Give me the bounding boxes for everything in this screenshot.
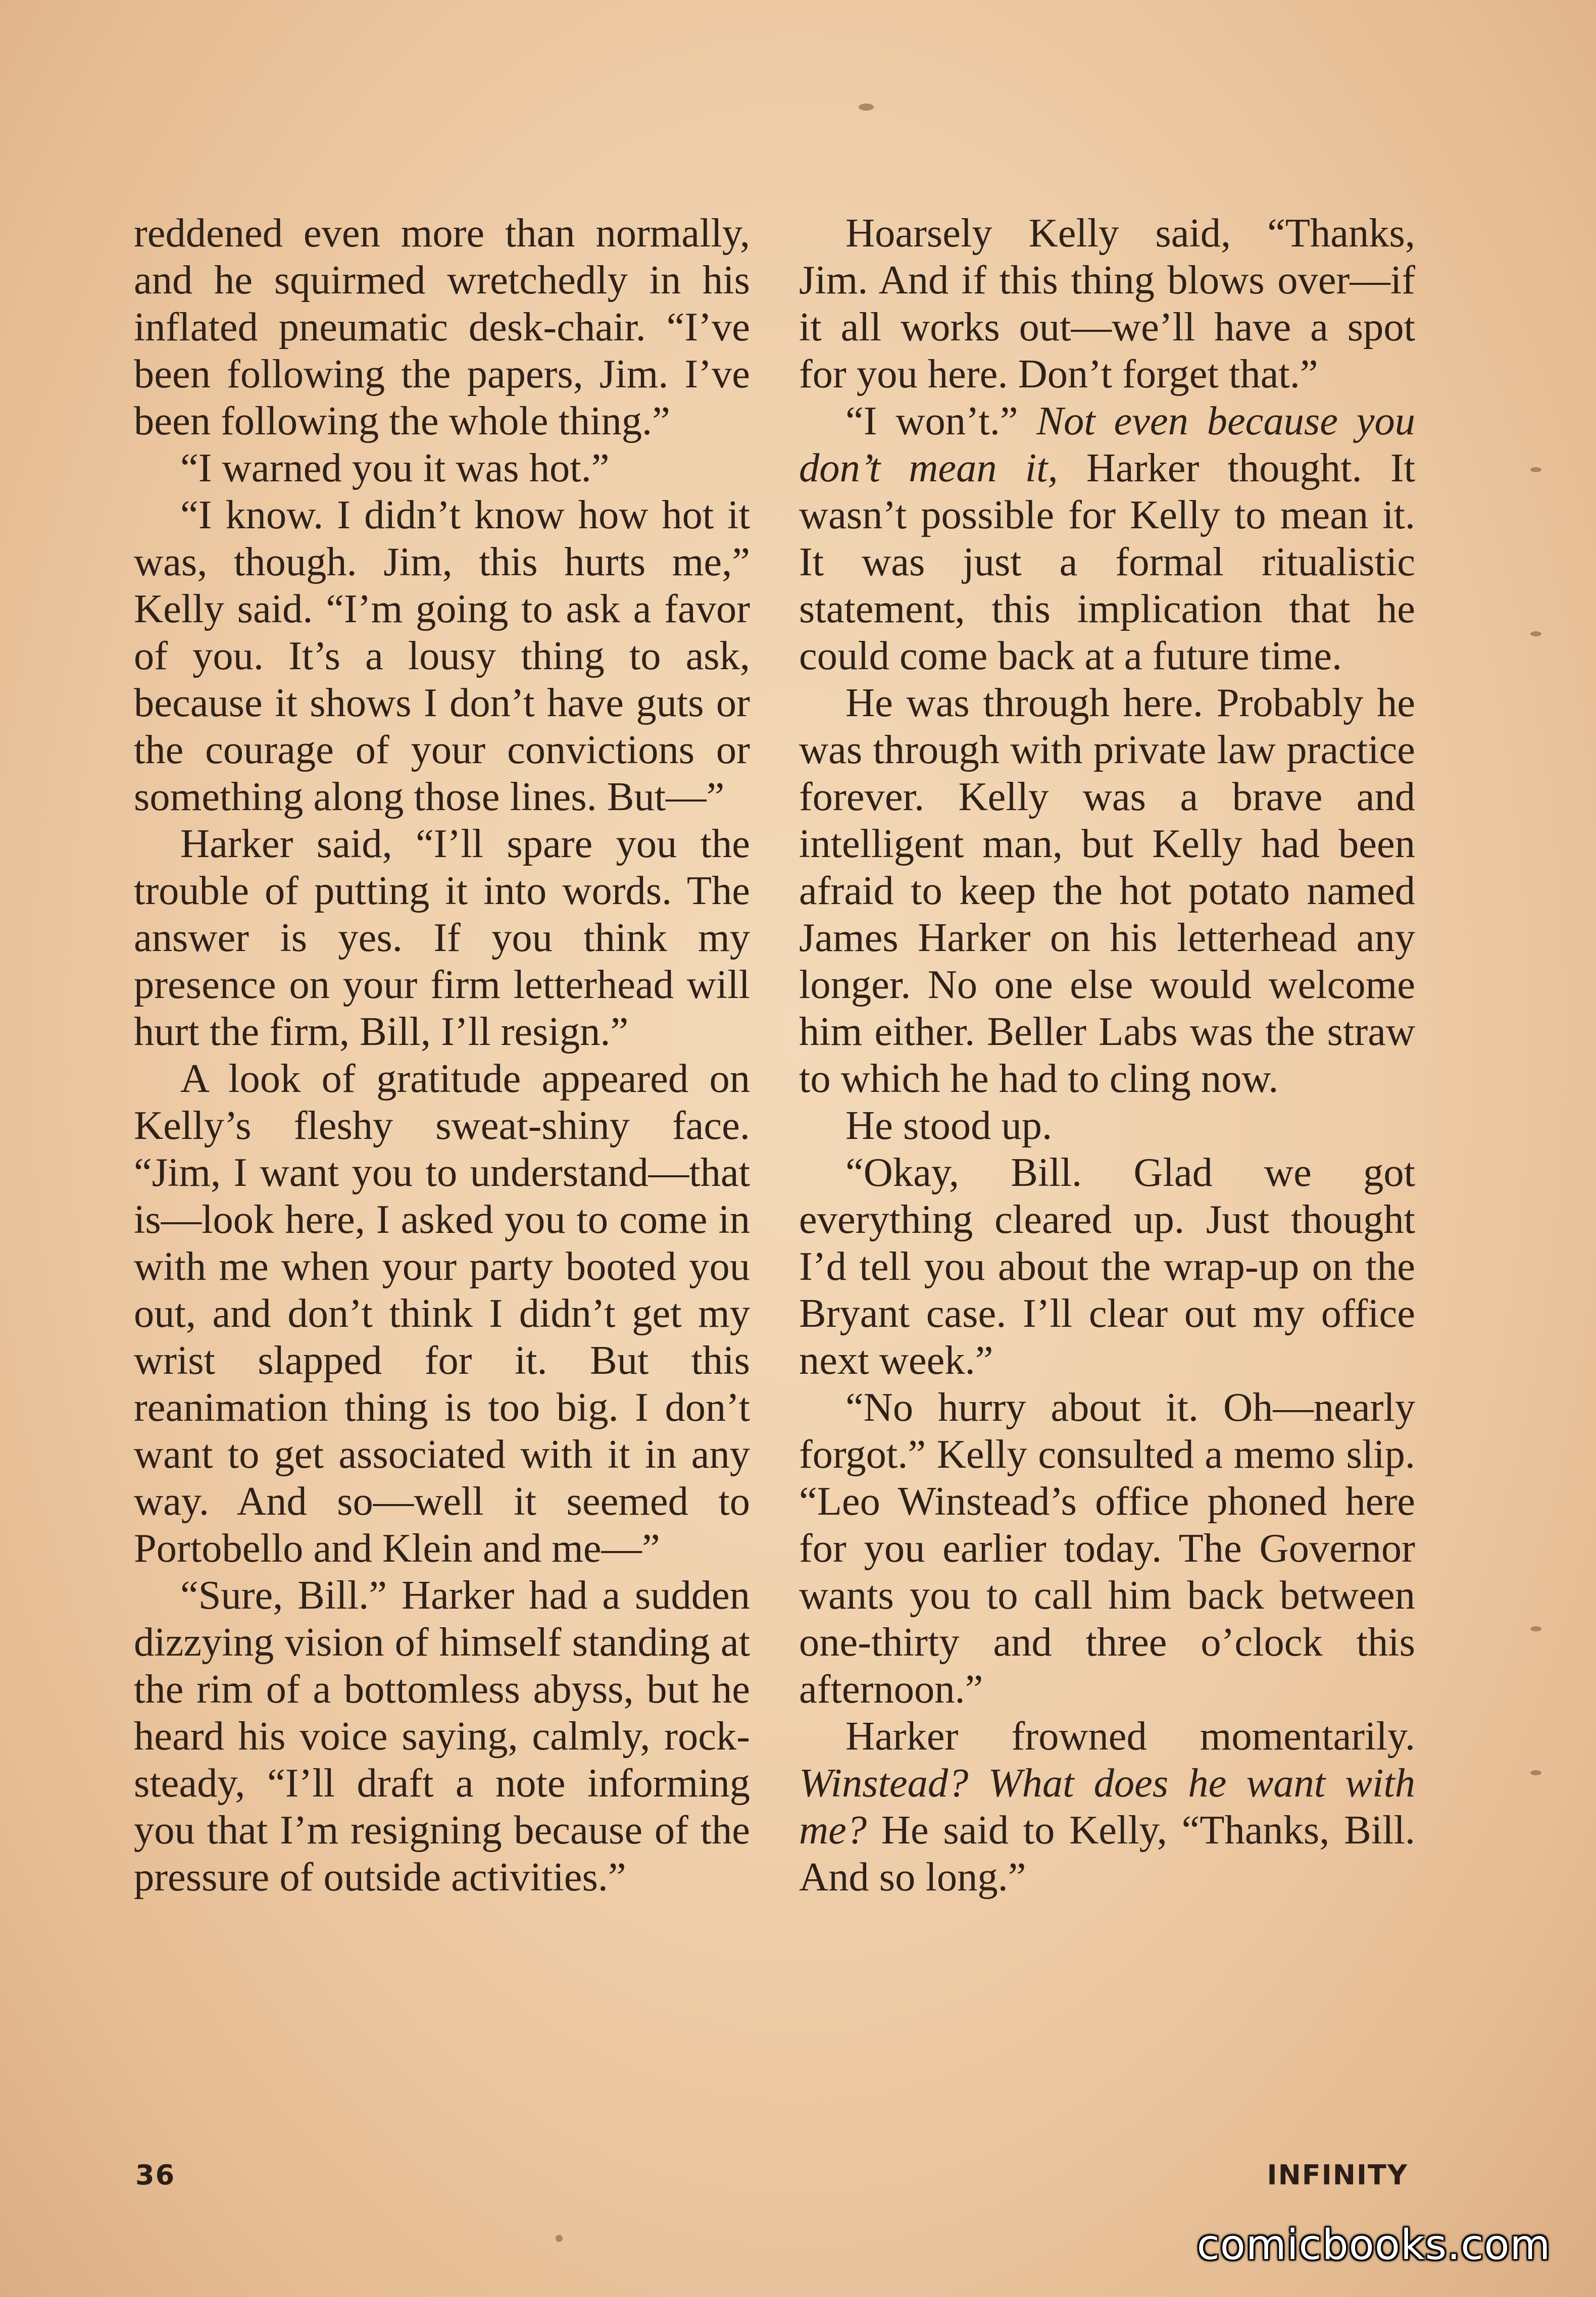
italic-thought: Winstead? What does he want with me? xyxy=(799,1761,1415,1853)
magazine-title: INFINITY xyxy=(1267,2159,1408,2191)
page-number: 36 xyxy=(135,2159,176,2191)
left-column xyxy=(134,210,750,1901)
paragraph: “Sure, Bill.” Harker had a sudden dizzying vision of himself standing at the rim of a bottomless abyss, but he heard his voice saying, calmly, rock-steady, “I’ll draft a note informing you that I’m resigning because of the pressure of outside activities.” xyxy=(134,1573,750,1900)
paper-speck xyxy=(1530,631,1541,636)
paragraph: A look of gratitude appeared on Kelly’s fleshy sweat-shiny face. “Jim, I want you to understand—that is—look here, I asked you to come in with me when your party booted you out, and don’t think I didn’t get my wrist slapped for it. But this reanimation thing is too big. I don’t want to get associated with it in any way. And so—well it seemed to Portobello and Klein and me—” xyxy=(134,1056,750,1571)
narration-text: He said to Kelly, “Thanks, Bill. And so long.” xyxy=(799,1808,1415,1900)
watermark: comicbooks.com xyxy=(1196,2221,1551,2269)
paper-speck xyxy=(556,2235,563,2242)
paragraph: “I know. I didn’t know how hot it was, though. Jim, this hurts me,” Kelly said. “I’m going to ask a favor of you. It’s a lousy thing to ask, because it shows I don’t have guts or the courage of your convictions or something along those lines. But—” xyxy=(134,492,750,819)
right-column xyxy=(799,210,1415,1901)
narration-text: Harker frowned momentarily. xyxy=(845,1714,1415,1759)
paragraph: Hoarsely Kelly said, “Thanks, Jim. And if this thing blows over—if it all works out—we’ll have a spot for you here. Don’t forget that.” xyxy=(799,211,1415,396)
dialogue-text: “I won’t.” xyxy=(845,398,1037,443)
paragraph: “No hurry about it. Oh—nearly forgot.” Kelly consulted a memo slip. “Leo Winstead’s office phoned here for you earlier today. The Governor wants you to call him back between one-thirty and three o’clock this afternoon.” xyxy=(799,1385,1415,1712)
paragraph xyxy=(799,397,1415,679)
paragraph xyxy=(799,1713,1415,1901)
paper-speck xyxy=(1530,467,1541,472)
italic-thought: Not even because you don’t mean it, xyxy=(799,398,1416,490)
paragraph: He was through here. Probably he was through with private law practice forever. Kelly was a brave and intelligent man, but Kelly had been afraid to keep the hot potato named James Harker on his letterhead any longer. No one else would welcome him either. Beller Labs was the straw to which he had to cling now. xyxy=(799,680,1415,1101)
paragraph: He stood up. xyxy=(845,1103,1053,1148)
narration-text: Harker thought. It wasn’t possible for Kelly to mean it. It was just a formal ritualistic statement, this implication that he could come back at a future time. xyxy=(799,445,1415,678)
paper-speck xyxy=(859,104,874,111)
paper-speck xyxy=(1530,1770,1541,1775)
paragraph: Harker said, “I’ll spare you the trouble of putting it into words. The answer is yes. If you think my presence on your firm letterhead will hurt the firm, Bill, I’ll resign.” xyxy=(134,821,750,1054)
paragraph: “I warned you it was hot.” xyxy=(180,445,610,490)
paper-speck xyxy=(1530,1626,1541,1631)
paragraph: reddened even more than normally, and he squirmed wretchedly in his inflated pneumatic desk-chair. “I’ve been following the papers, Jim. I’ve been following the whole thing.” xyxy=(134,211,750,443)
paragraph: “Okay, Bill. Glad we got everything cleared up. Just thought I’d tell you about the wrap-up on the Bryant case. I’ll clear out my office next week.” xyxy=(799,1150,1415,1383)
